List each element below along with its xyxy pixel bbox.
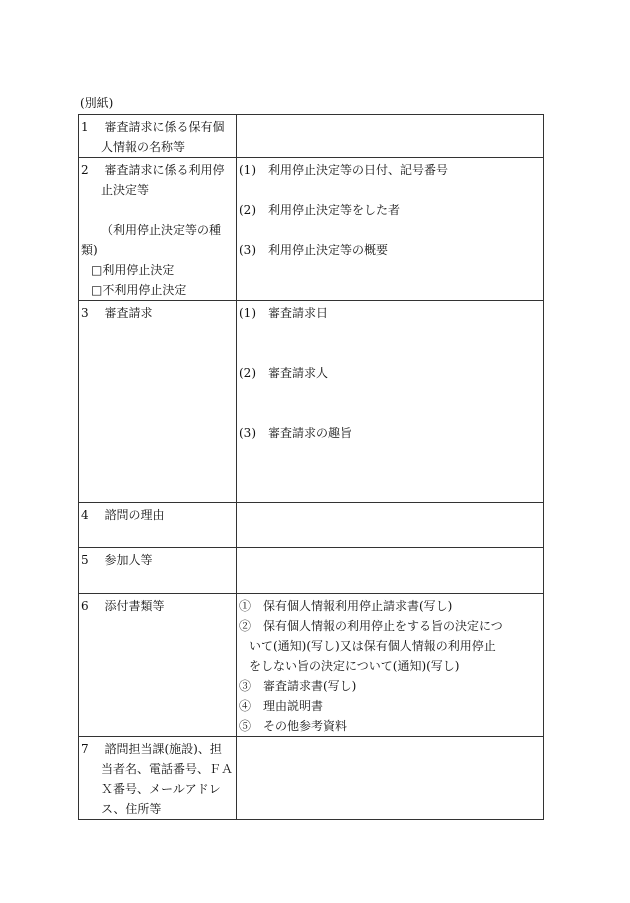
review-form-table [78,114,544,820]
attachment-item-2-cont-1: いて(通知)(写し)又は保有個人情報の利用停止 [249,639,496,653]
row-6-content-cell[interactable] [237,594,544,737]
table-row [79,503,544,548]
row-1-label-line-2: 人情報の名称等 [101,140,186,154]
row-2-item-2: (2) 利用停止決定等をした者 [239,203,400,217]
row-3-content-cell[interactable] [237,301,544,503]
row-4-label-cell [79,503,237,548]
attachment-item-2: ② 保有個人情報の利用停止をする旨の決定につ [239,619,503,633]
table-row [79,737,544,820]
row-2-item-3: (3) 利用停止決定等の概要 [239,243,388,257]
attachment-item-2-cont-2: をしない旨の決定について(通知)(写し) [249,659,460,673]
row-3-label-line-1: 3 審査請求 [81,306,153,320]
row-7-content-cell[interactable] [237,737,544,820]
row-3-label-cell [79,301,237,503]
row-2-type-heading-2: 類) [81,243,98,257]
row-7-label-line-3: Ｘ番号、メールアドレ [101,782,221,796]
row-1-label-cell [79,115,237,158]
row-3-item-3: (3) 審査請求の趣旨 [239,426,352,440]
row-7-label-line-4: ス、住所等 [101,802,162,816]
row-1-label-line-1: 1 審査請求に係る保有個 [81,120,225,134]
attachment-item-1: ① 保有個人情報利用停止請求書(写し) [239,599,453,613]
table-row [79,158,544,301]
attachment-label: (別紙) [80,96,114,110]
checkbox-non-suspension-decision[interactable]: □不利用停止決定 [91,283,187,297]
row-2-label-line-1: 2 審査請求に係る利用停 [81,163,225,177]
row-6-label-line-1: 6 添付書類等 [81,599,165,613]
row-4-content-cell[interactable] [237,503,544,548]
table-row [79,115,544,158]
attachment-item-5: ⑤ その他参考資料 [239,719,348,733]
row-6-label-cell [79,594,237,737]
row-7-label-line-1: 7 諮問担当課(施設)、担 [81,742,222,756]
table-row [79,301,544,503]
row-1-content-cell[interactable] [237,115,544,158]
row-5-label-cell [79,548,237,594]
row-2-content-cell[interactable] [237,158,544,301]
row-2-type-heading-1: （利用停止決定等の種 [101,223,222,237]
row-3-item-2: (2) 審査請求人 [239,366,328,380]
table-row [79,548,544,594]
row-5-label-line-1: 5 参加人等 [81,553,153,567]
row-7-label-line-2: 当者名、電話番号、ＦＡ [101,762,234,776]
row-2-label-line-2: 止決定等 [101,183,150,197]
table-row [79,594,544,737]
row-5-content-cell[interactable] [237,548,544,594]
checkbox-suspension-decision[interactable]: □利用停止決定 [91,263,175,277]
row-3-item-1: (1) 審査請求日 [239,306,328,320]
attachment-item-3: ③ 審査請求書(写し) [239,679,357,693]
row-2-item-1: (1) 利用停止決定等の日付、記号番号 [239,163,448,177]
row-7-label-cell [79,737,237,820]
row-2-label-cell [79,158,237,301]
attachment-item-4: ④ 理由説明書 [239,699,324,713]
row-4-label-line-1: 4 諮問の理由 [81,508,165,522]
